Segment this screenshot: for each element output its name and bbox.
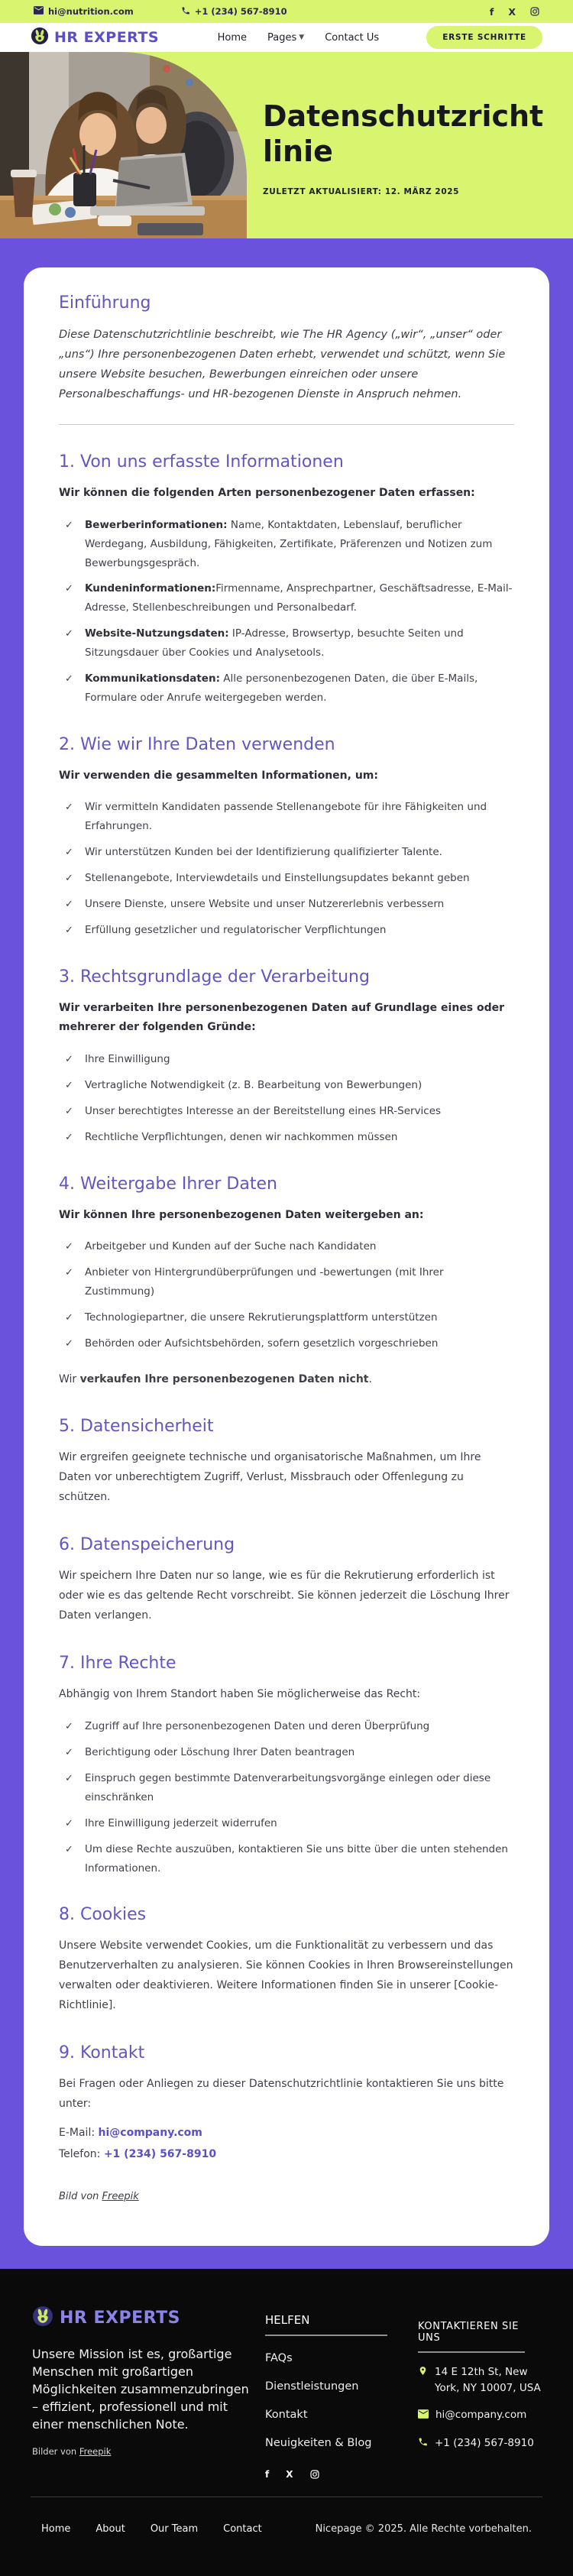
main-section	[0, 238, 573, 2269]
check-list-item	[65, 1334, 514, 1353]
section-heading: 4. Weitergabe Ihrer Daten	[59, 1174, 277, 1194]
section-heading: 8. Cookies	[59, 1905, 147, 1925]
check-list-item	[65, 624, 514, 663]
bullet-text: Zugriff auf Ihre personenbezogenen Daten und deren Überprüfung	[85, 1719, 430, 1732]
policy-card	[24, 267, 549, 2246]
bullet-text: Unser berechtigtes Interesse an der Bereitstellung eines HR-Services	[85, 1104, 442, 1117]
check-icon: ✓	[65, 628, 73, 640]
bullet-text: Berichtigung oder Löschung Ihrer Daten beantragen	[85, 1745, 355, 1758]
footer-email	[418, 2407, 542, 2424]
nav-item-label: Contact Us	[325, 31, 380, 44]
check-icon: ✓	[65, 899, 73, 911]
check-icon: ✓	[65, 1266, 73, 1278]
footer-help-column	[265, 2305, 391, 2480]
bullet-text: Wir unterstützen Kunden bei der Identifizierung qualifizierter Talente.	[85, 846, 442, 859]
check-list-item	[65, 1814, 514, 1833]
check-list-item	[65, 921, 514, 940]
check-list-item	[65, 798, 514, 836]
hero-content	[263, 99, 555, 196]
contact-line	[59, 2124, 514, 2143]
copyright-text: Nicepage © 2025. Alle Rechte vorbehalten.	[315, 2523, 532, 2535]
bullet-text: IP-Adresse, Browsertyp, besuchte Seiten und Sitzungsdauer über Cookies und Analysetools.	[85, 627, 464, 659]
section-heading: 3. Rechtsgrundlage der Verarbeitung	[59, 967, 370, 987]
main-nav	[218, 32, 380, 44]
last-updated-label: ZULETZT AKTUALISIERT: 12. MÄRZ 2025	[263, 187, 460, 197]
bullet-term: Website-Nutzungsdaten:	[85, 627, 229, 640]
check-icon: ✓	[65, 925, 73, 937]
check-list-item	[65, 1717, 514, 1736]
check-icon: ✓	[65, 519, 73, 531]
contact-label: Telefon:	[59, 2147, 104, 2160]
nav-item-home[interactable]	[218, 32, 247, 44]
footer-contact-underline	[418, 2351, 525, 2353]
section-paragraph: Wir ergreifen geeignete technische und organisatorische Maßnahmen, um Ihre Daten vor unberechtigtem Zugriff, Verlust, Missbrauch oder Offenlegung zu schützen.	[59, 1451, 481, 1504]
bullet-text: Erfüllung gesetzlicher und regulatorischer Verpflichtungen	[85, 924, 387, 937]
topbar-socials	[490, 6, 539, 18]
check-list-item	[65, 579, 514, 617]
check-list-item	[65, 669, 514, 708]
check-icon: ✓	[65, 802, 73, 814]
image-credit	[59, 2191, 514, 2202]
location-pin-icon	[418, 2365, 428, 2382]
bullet-text: Vertragliche Notwendigkeit (z. B. Bearbeitung von Bewerbungen)	[85, 1078, 422, 1091]
footer-bottom-link-home[interactable]: Home	[41, 2523, 71, 2535]
check-icon: ✓	[65, 1053, 73, 1065]
bullet-text: Arbeitgeber und Kunden auf der Suche nach Kandidaten	[85, 1239, 377, 1252]
footer-phone-link[interactable]: +1 (234) 567-8910	[435, 2437, 534, 2450]
brand-logo-icon	[31, 27, 49, 49]
check-icon: ✓	[65, 1311, 73, 1324]
header	[0, 23, 573, 52]
brand-name: HR EXPERTS	[54, 29, 160, 46]
bullet-term: Kundeninformationen:	[85, 582, 216, 595]
check-list-item	[65, 1050, 514, 1069]
contact-line	[59, 2145, 514, 2165]
check-list-item	[65, 1237, 514, 1256]
check-list-item	[65, 1743, 514, 1762]
check-icon: ✓	[65, 1817, 73, 1829]
footer-link-kontakt[interactable]: Kontakt	[265, 2408, 308, 2421]
topbar-email-link[interactable]	[34, 6, 134, 17]
check-icon: ✓	[65, 1240, 73, 1252]
check-icon: ✓	[65, 583, 73, 595]
section-paragraph: Bei Fragen oder Anliegen zu dieser Datenschutzrichtlinie kontaktieren Sie uns bitte unter:	[59, 2078, 504, 2110]
check-icon: ✓	[65, 1131, 73, 1143]
bullet-text: Ihre Einwilligung jederzeit widerrufen	[85, 1816, 277, 1829]
nav-item-pages[interactable]	[267, 32, 304, 44]
section-lead: Wir können Ihre personenbezogenen Daten weitergeben an:	[59, 1208, 424, 1221]
section-lead: Wir verwenden die gesammelten Informationen, um:	[59, 770, 378, 783]
bullet-text: Name, Kontaktdaten, Lebenslauf, beruflicher Werdegang, Ausbildung, Fähigkeiten, Zertifikate, Präferenzen und Notizen zum Bewerbungsgespräch.	[85, 518, 493, 569]
footer-bottom-link-about[interactable]: About	[96, 2523, 125, 2535]
check-list-item	[65, 1128, 514, 1147]
check-icon: ✓	[65, 873, 73, 885]
facebook-icon[interactable]: f	[489, 5, 494, 18]
footer-bottom-link-our-team[interactable]: Our Team	[150, 2523, 199, 2535]
footer-address	[418, 2364, 542, 2396]
note-part: verkaufen Ihre personenbezogenen Daten nicht	[79, 1372, 369, 1385]
footer-bottom-links	[41, 2523, 262, 2535]
page-title: Datenschutzrichtlinie	[263, 99, 544, 168]
bullet-text: Anbieter von Hintergrundüberprüfungen und -bewertungen (mit Ihrer Zustimmung)	[85, 1265, 444, 1298]
nav-item-contact-us[interactable]	[325, 32, 379, 44]
divider	[59, 424, 514, 425]
bullet-text: Ihre Einwilligung	[85, 1052, 170, 1065]
check-icon: ✓	[65, 673, 73, 685]
check-icon: ✓	[65, 1746, 73, 1758]
footer-link-faqs[interactable]: FAQs	[265, 2351, 293, 2364]
topbar-email-text: hi@nutrition.com	[48, 6, 134, 17]
footer-image-credit	[32, 2446, 250, 2457]
footer-brand-column	[31, 2305, 250, 2465]
topbar-phone-link[interactable]	[181, 6, 287, 18]
check-icon: ✓	[65, 1843, 73, 1855]
contact-label: E-Mail:	[59, 2126, 99, 2139]
note-part: Wir	[59, 1372, 80, 1385]
check-list-item	[65, 895, 514, 914]
bullet-text: Technologiepartner, die unsere Rekrutierungsplattform unterstützen	[85, 1311, 438, 1324]
check-icon: ✓	[65, 1079, 73, 1091]
bullet-text: Alle personenbezogenen Daten, die über E-Mails, Formulare oder Anrufe weitergegeben werden.	[85, 672, 478, 705]
intro-text: Diese Datenschutzrichtlinie beschreibt, wie The HR Agency („wir“, „unser“ oder „uns“) Ihre personenbezogenen Daten erhebt, verwendet und schützt, wenn Sie unsere Website besuchen, Bewerbungen einreichen oder unsere Personalbeschaffungs- und HR-bezogenen Dienste in Anspruch nehmen.	[59, 329, 506, 401]
check-list	[59, 798, 514, 940]
instagram-icon[interactable]	[310, 2470, 319, 2479]
check-list-item	[65, 516, 514, 573]
footer-email-link[interactable]: hi@company.com	[435, 2409, 527, 2422]
policy-sections	[59, 452, 514, 2164]
check-list-item	[65, 1840, 514, 1878]
hero-photo	[0, 52, 247, 238]
footer-brand-logo-icon	[32, 2305, 53, 2331]
check-list	[59, 1050, 514, 1147]
footer-credit-text: Bilder von	[32, 2445, 79, 2457]
check-list-item	[65, 843, 514, 862]
check-icon: ✓	[65, 847, 73, 859]
bullet-text: Um diese Rechte auszuüben, kontaktieren Sie uns bitte über die unten stehenden Informationen.	[85, 1842, 508, 1874]
bullet-text: Wir vermitteln Kandidaten passende Stellenangebote für ihre Fähigkeiten und Erfahrungen.	[85, 801, 487, 833]
check-list-item	[65, 1308, 514, 1327]
footer-mission: Unsere Mission ist es, großartige Menschen mit großartigen Möglichkeiten zusammenzubringen – effizient, professionell und mit einer menschlichen Note.	[32, 2346, 249, 2432]
footer-link-neuigkeiten-blog[interactable]: Neuigkeiten & Blog	[265, 2436, 372, 2449]
check-list-item	[65, 1263, 514, 1301]
footer-help-title: HELFEN	[265, 2312, 310, 2327]
envelope-icon	[418, 2408, 429, 2424]
section-heading: 2. Wie wir Ihre Daten verwenden	[59, 735, 335, 755]
section-note	[59, 1370, 514, 1390]
check-list-item	[65, 1102, 514, 1121]
bullet-term: Kommunikationsdaten:	[85, 672, 220, 685]
cta-button[interactable]: ERSTE SCHRITTE	[426, 26, 542, 49]
section-heading: 6. Datenspeicherung	[59, 1535, 235, 1555]
section-lead: Abhängig von Ihrem Standort haben Sie möglicherweise das Recht:	[59, 1687, 421, 1700]
check-list	[59, 1237, 514, 1353]
check-icon: ✓	[65, 1105, 73, 1117]
facebook-icon[interactable]: f	[265, 2468, 270, 2480]
footer-bottom-link-contact[interactable]: Contact	[223, 2523, 262, 2535]
section-heading: 9. Kontakt	[59, 2043, 145, 2063]
check-list-item	[65, 1769, 514, 1807]
check-icon: ✓	[65, 1720, 73, 1732]
envelope-icon	[34, 6, 44, 17]
phone-icon	[181, 6, 190, 18]
section-heading: 1. Von uns erfasste Informationen	[59, 452, 344, 472]
section-lead: Wir verarbeiten Ihre personenbezogenen Daten auf Grundlage eines oder mehrerer der folgenden Gründe:	[59, 1002, 505, 1034]
footer-help-underline	[265, 2335, 387, 2336]
bullet-text: Rechtliche Verpflichtungen, denen wir nachkommen müssen	[85, 1130, 398, 1143]
check-icon: ✓	[65, 1772, 73, 1784]
footer-address-text: 14 E 12th St, New York, NY 10007, USA	[435, 2365, 541, 2394]
chevron-down-icon: ▼	[299, 34, 305, 41]
footer-phone	[418, 2435, 542, 2452]
check-icon: ✓	[65, 1337, 73, 1350]
nav-item-label: Home	[217, 31, 248, 44]
check-list-item	[65, 1076, 514, 1095]
nav-item-label: Pages	[267, 31, 297, 44]
footer-brand-name: HR EXPERTS	[60, 2309, 180, 2328]
hero-section	[0, 52, 573, 238]
freepik-link[interactable]: Freepik	[102, 2190, 139, 2202]
bullet-text: Firmenname, Ansprechpartner, Geschäftsadresse, E-Mail-Adresse, Stellenbeschreibungen und Personalbedarf.	[85, 582, 513, 614]
note-part: .	[368, 1372, 372, 1385]
intro-heading: Einführung	[59, 293, 151, 313]
check-list	[59, 1717, 514, 1878]
footer-bottom-bar	[31, 2497, 542, 2555]
brand-logo[interactable]	[31, 27, 159, 49]
footer	[0, 2269, 573, 2576]
footer-contact-title: KONTAKTIEREN SIE UNS	[418, 2320, 520, 2344]
section-lead: Wir können die folgenden Arten personenbezogener Daten erfassen:	[59, 487, 475, 500]
section-paragraph: Unsere Website verwendet Cookies, um die Funktionalität zu verbessern und das Benutzerverhalten zu analysieren. Sie können Cookies in Ihren Browsereinstellungen verwalten oder deaktivieren. Weitere Informationen finden Sie in unserer [Cookie-Richtlinie].	[59, 1939, 513, 2012]
contact-link[interactable]: hi@company.com	[98, 2126, 202, 2139]
twitter-x-icon[interactable]: X	[286, 2468, 293, 2480]
phone-icon	[418, 2436, 428, 2452]
topbar	[0, 0, 573, 23]
instagram-icon[interactable]	[530, 7, 539, 16]
section-heading: 7. Ihre Rechte	[59, 1653, 176, 1673]
bullet-text: Behörden oder Aufsichtsbehörden, sofern gesetzlich vorgeschrieben	[85, 1337, 439, 1350]
footer-link-dienstleistungen[interactable]: Dienstleistungen	[265, 2380, 359, 2393]
footer-brand-logo[interactable]	[32, 2305, 250, 2331]
section-heading: 5. Datensicherheit	[59, 1417, 214, 1437]
contact-link[interactable]: +1 (234) 567-8910	[103, 2147, 217, 2160]
bullet-text: Stellenangebote, Interviewdetails und Einstellungsupdates bekannt geben	[85, 872, 470, 885]
check-list-item	[65, 869, 514, 888]
footer-freepik-link[interactable]: Freepik	[79, 2445, 112, 2457]
bullet-text: Unsere Dienste, unsere Website und unser Nutzererlebnis verbessern	[85, 898, 445, 911]
topbar-phone-text: +1 (234) 567-8910	[194, 6, 287, 17]
footer-contact-column	[418, 2305, 542, 2464]
twitter-x-icon[interactable]: X	[508, 5, 516, 18]
section-paragraph: Wir speichern Ihre Daten nur so lange, wie es für die Rekrutierung erforderlich ist oder wie es das geltende Recht vorschreibt. Sie können jederzeit die Löschung Ihrer Daten verlangen.	[59, 1570, 510, 1622]
check-list	[59, 516, 514, 708]
bullet-text: Einspruch gegen bestimmte Datenverarbeitungsvorgänge einlegen oder diese einschränken	[85, 1771, 491, 1803]
footer-socials	[265, 2469, 391, 2480]
bullet-term: Bewerberinformationen:	[85, 518, 228, 531]
credit-text: Bild von	[59, 2190, 102, 2202]
